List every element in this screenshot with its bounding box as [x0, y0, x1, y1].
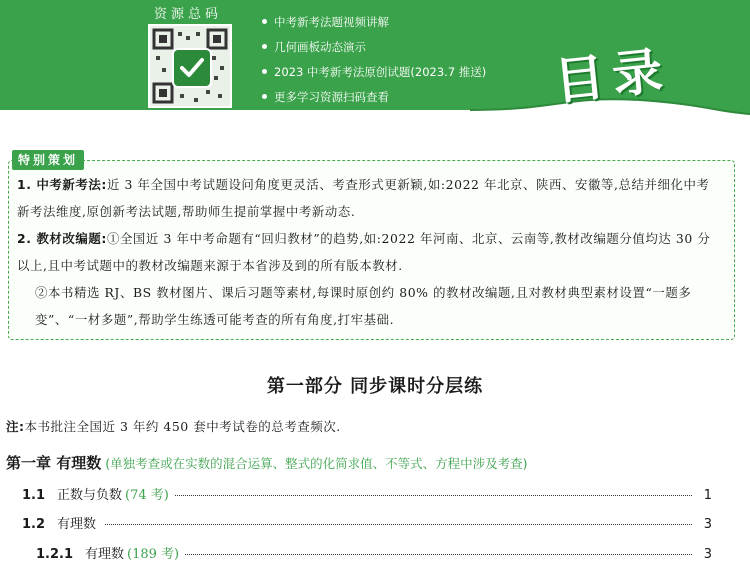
resource-item: 2023 中考新考法原创试题(2023.7 推送) [262, 62, 486, 87]
chapter-title: 第一章 有理数 [6, 454, 102, 472]
plan-item-2 [17, 225, 717, 279]
resource-item: 更多学习资源扫码查看 [262, 87, 486, 112]
toc-title: 有理数 [85, 547, 125, 562]
check-icon [172, 48, 212, 88]
chapter-description: (单独考查或在实数的混合运算、整式的化简求值、不等式、方程中涉及考查) [105, 456, 528, 471]
special-plan-box [8, 160, 735, 340]
toc-title: 正数与负数 [57, 488, 123, 503]
resource-item: 几何画板动态演示 [262, 37, 486, 62]
plan-item-2b: ②本书精选 RJ、BS 教材图片、课后习题等素材,每课时原创约 80% 的教材改编题,且对教材典型素材设置“一题多变”、“一材多题”,帮助学生练透可能考查的所有角度,打牢基础. [35, 285, 692, 327]
toc-page: 3 [703, 547, 712, 562]
toc-leader [185, 554, 692, 555]
toc-row[interactable] [22, 513, 712, 532]
plan-text [17, 171, 717, 333]
toc-leader [105, 524, 692, 525]
plan-item-1-label: 1. 中考新考法: [17, 177, 107, 192]
note [6, 417, 341, 435]
qr-code[interactable] [148, 24, 232, 108]
resource-item: 中考新考法题视频讲解 [262, 12, 486, 37]
plan-item-2-text: ①全国近 3 年中考命题有“回归教材”的趋势,如:2022 年河南、北京、云南等,教材改编题分值均达 30 分以上,且中考试题中的教材改编题来源于本省涉及到的所有版本教材. [17, 231, 711, 273]
toc-number: 1.1 [22, 488, 46, 503]
qr-label: 资源总码 [153, 7, 222, 22]
toc-frequency: (189 考) [127, 547, 180, 562]
toc-frequency: (74 考) [125, 488, 169, 503]
plan-tag: 特别策划 [12, 150, 84, 170]
contents-title: 目录 [551, 41, 674, 111]
note-label: 注: [6, 419, 25, 434]
toc-title: 有理数 [57, 517, 97, 532]
plan-item-1-text: 近 3 年全国中考试题设问角度更灵活、考查形式更新颖,如:2022 年北京、陕西、安徽等,总结并细化中考新考法维度,原创新考法试题,帮助师生提前掌握中考新动态. [17, 177, 710, 219]
toc-number: 1.2 [22, 517, 46, 532]
note-text: 本书批注全国近 3 年约 450 套中考试卷的总考查频次. [24, 419, 341, 434]
toc-page: 3 [703, 517, 712, 532]
header-band [0, 0, 750, 122]
plan-item-1 [17, 171, 717, 225]
toc-row[interactable] [22, 484, 712, 503]
toc-page: 1 [703, 488, 712, 503]
resource-list [262, 12, 486, 112]
plan-item-2-label: 2. 教材改编题: [17, 231, 107, 246]
toc-number: 1.2.1 [36, 547, 74, 562]
chapter-heading[interactable] [6, 452, 528, 473]
toc-row[interactable] [36, 543, 712, 562]
toc-leader [175, 495, 692, 496]
part-title: 第一部分 同步课时分层练 [266, 376, 484, 397]
